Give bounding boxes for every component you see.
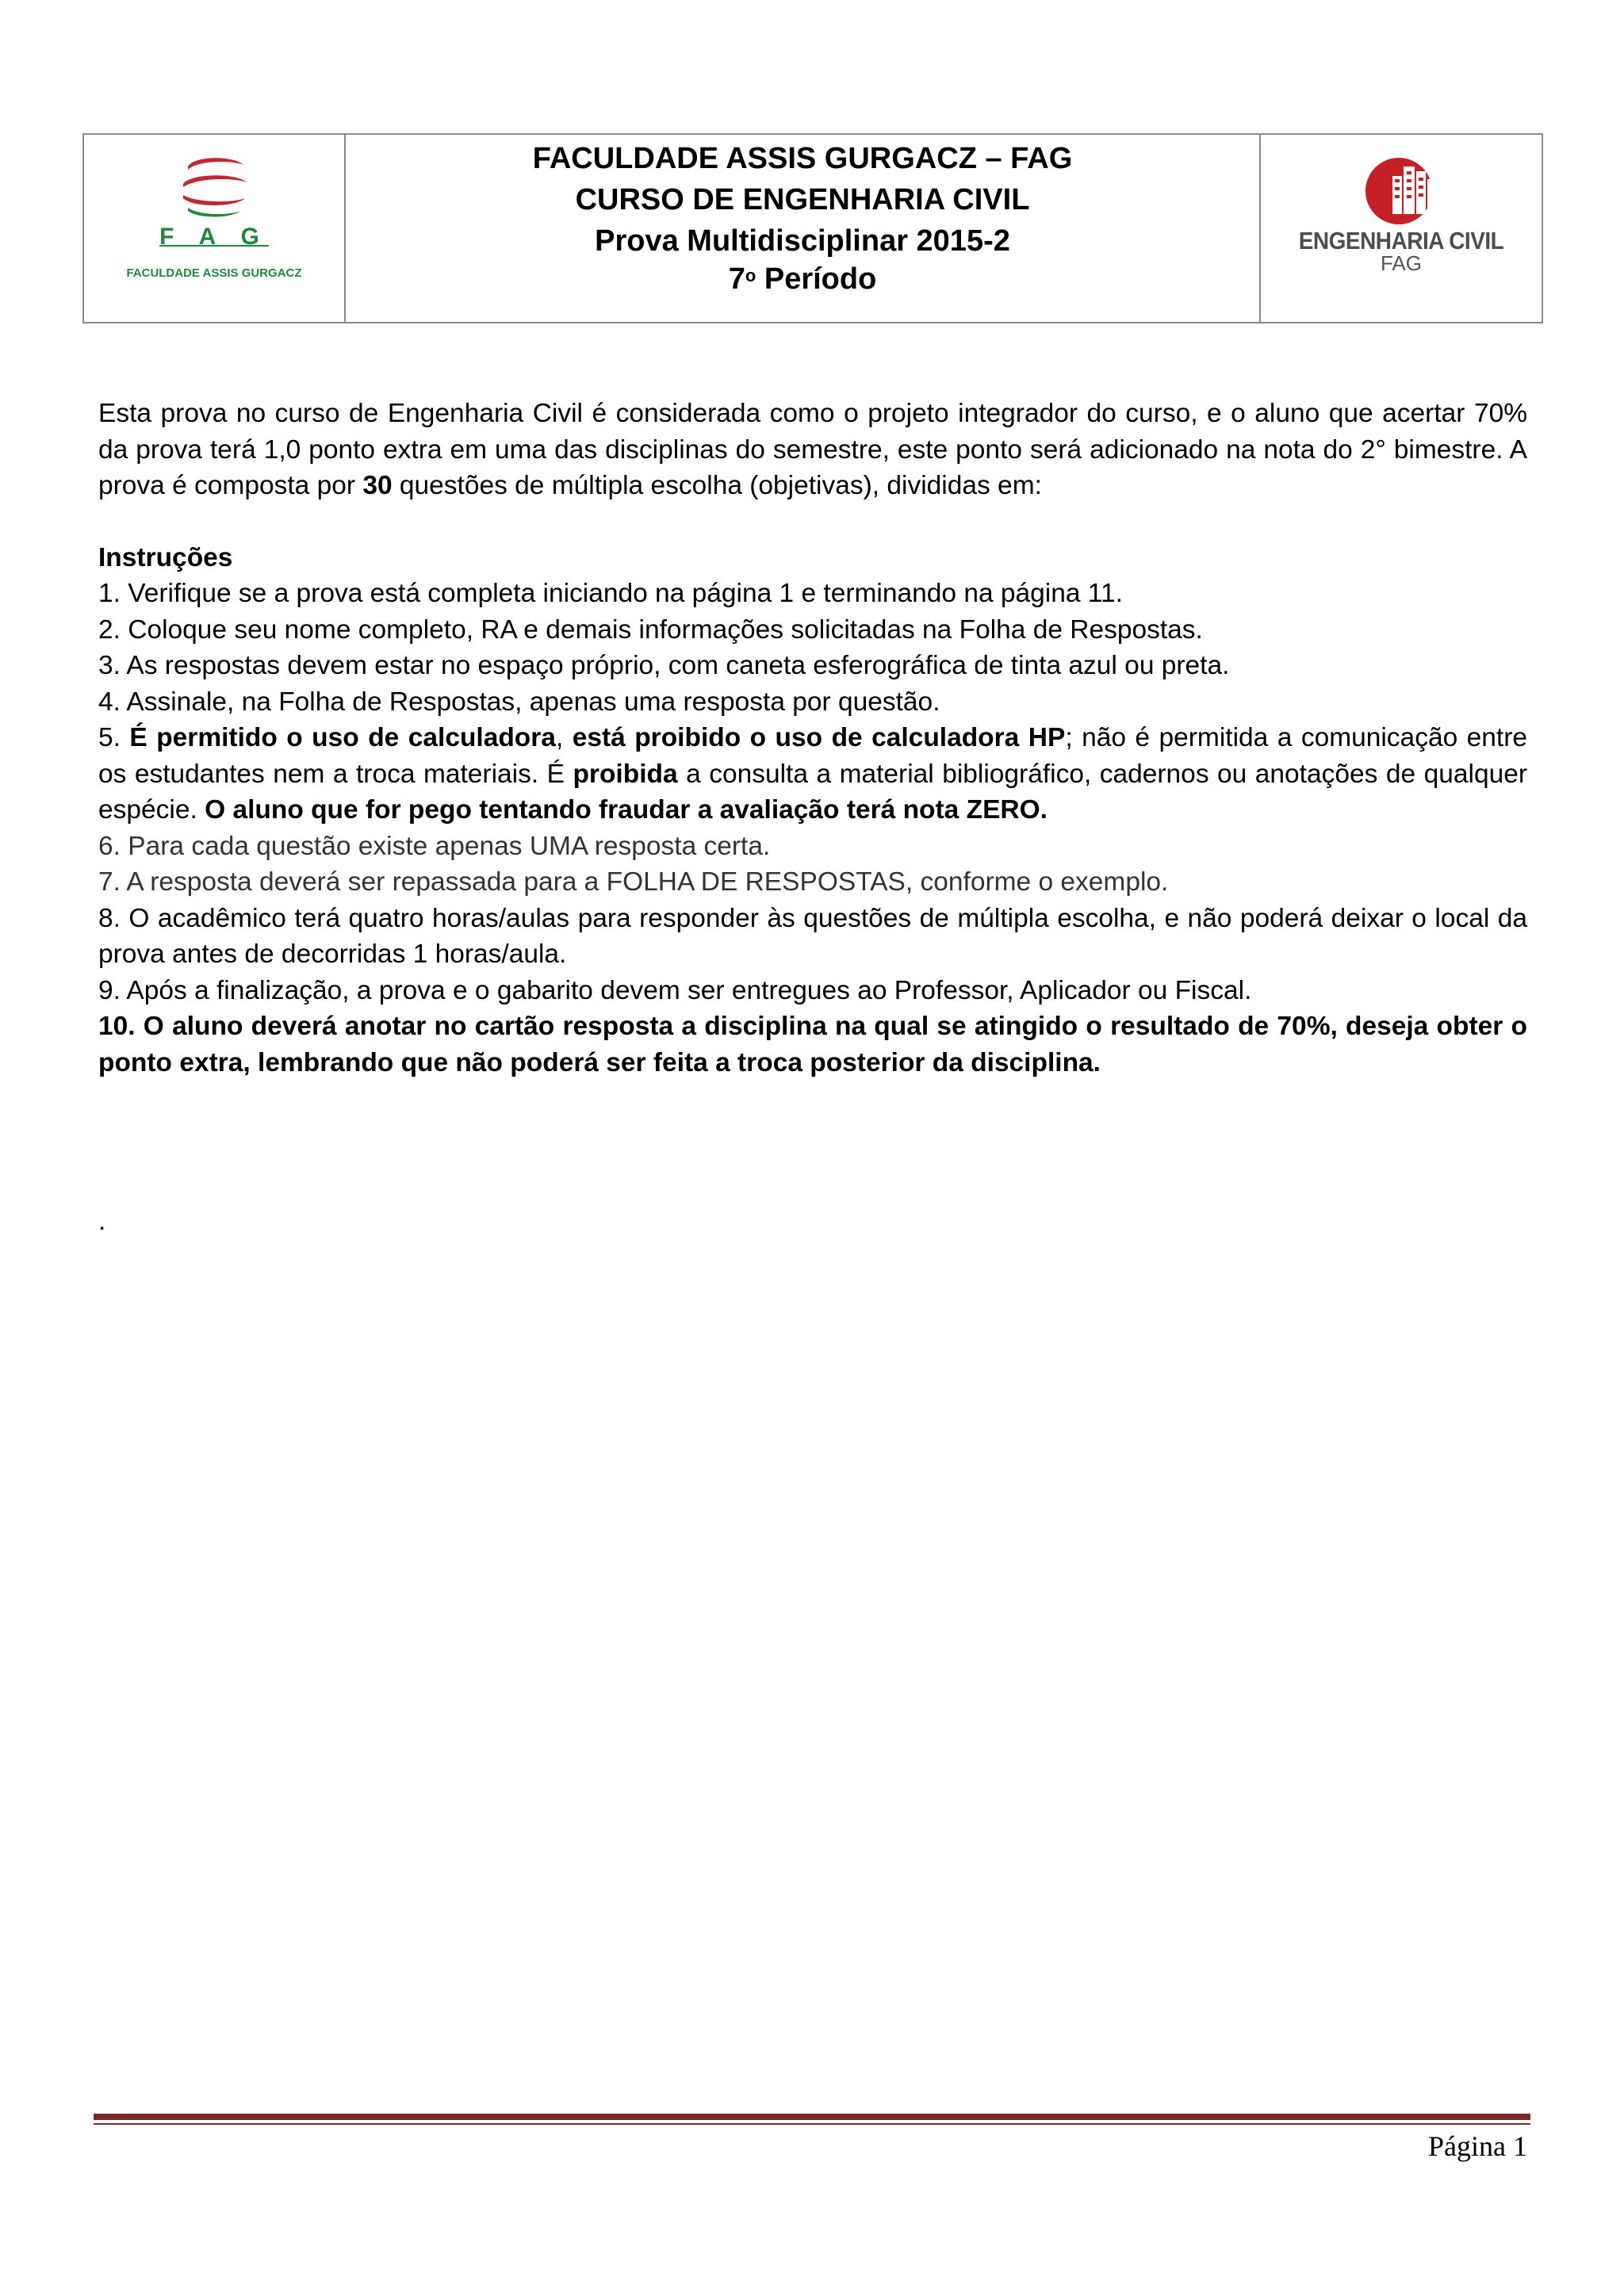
question-count: 30 — [362, 471, 393, 500]
instruction-1: 1. Verifique se a prova está completa iniciando na página 1 e terminando na página 11. — [98, 579, 1123, 608]
instruction-2: 2. Coloque seu nome completo, RA e demais informações solicitadas na Folha de Respostas. — [98, 614, 1203, 645]
instructions-heading: Instruções — [98, 542, 233, 572]
institution-title: FACULDADE ASSIS GURGACZ – FAG — [532, 142, 1073, 175]
period-word: Período — [764, 262, 877, 296]
intro-paragraph — [98, 396, 1527, 504]
intro-text-1: Esta prova no curso de Engenharia Civil é considerada como o projeto integrador do curso, e o aluno que acertar 70% da prova terá 1,0 ponto extra em uma das disciplinas do semestre, este ponto será adicionado na nota do 2° bimestre. A prova é composta por — [98, 399, 1527, 500]
instruction-8: 8. O acadêmico terá quatro horas/aulas para responder às questões de múltipla escolha, e não poderá deixar o local da prova antes de decorridas 1 horas/aula. — [98, 903, 1527, 969]
period-line — [346, 260, 1259, 298]
instruction-5-number: 5. — [98, 723, 130, 752]
engenharia-logo-cell — [1261, 135, 1542, 322]
engenharia-fag-label: FAG — [1380, 251, 1422, 275]
intro-text-2: questões de múltipla escolha (objetivas), divididas em: — [392, 471, 1042, 500]
trailing-dot: . — [98, 1207, 106, 1236]
fag-letters: F A G — [159, 224, 269, 250]
instruction-5-bold-2: está proibido o uso de calculadora HP — [572, 723, 1066, 752]
instruction-5-text-1: , — [555, 723, 573, 752]
engenharia-civil-logo — [1261, 155, 1542, 273]
spacer — [98, 504, 1527, 540]
instruction-6: 6. Para cada questão existe apenas UMA resposta certa. — [98, 831, 771, 861]
spacer — [98, 1081, 1527, 1203]
page-number: Página 1 — [1428, 2130, 1527, 2162]
course-title: CURSO DE ENGENHARIA CIVIL — [575, 183, 1030, 216]
instruction-5 — [98, 720, 1527, 828]
instruction-5-bold-1: É permitido o uso de calculadora — [129, 723, 556, 752]
fag-logo-cell — [84, 135, 346, 322]
footer-rule — [94, 2114, 1530, 2128]
header-title-cell — [346, 135, 1261, 322]
fag-arcs-icon — [178, 152, 250, 219]
instruction-7: 7. A resposta deverá ser repassada para a FOLHA DE RESPOSTAS, conforme o exemplo. — [98, 867, 1169, 897]
instruction-5-text-2: ; não é permitida a comunicação entre os estudantes nem a troca materiais. É — [98, 723, 1528, 789]
instruction-3: 3. As respostas devem estar no espaço próprio, com caneta esferográfica de tinta azul ou preta. — [98, 651, 1230, 680]
building-emblem-icon — [1358, 155, 1445, 227]
instruction-9: 9. Após a finalização, a prova e o gabarito devem ser entregues ao Professor, Aplicador ou Fiscal. — [98, 975, 1252, 1005]
instruction-5-text-3: a consulta a material bibliográfico, cadernos ou anotações de qualquer espécie. — [98, 759, 1527, 825]
exam-title: Prova Multidisciplinar 2015-2 — [595, 224, 1010, 258]
instruction-4: 4. Assinale, na Folha de Respostas, apenas uma resposta por questão. — [98, 687, 940, 717]
fag-logo — [84, 152, 344, 280]
instruction-10: 10. O aluno deverá anotar no cartão resposta a disciplina na qual se atingido o resultado de 70%, deseja obter o ponto extra, lembrando que não poderá ser feita a troca posterior da disciplina. — [98, 1012, 1527, 1077]
instruction-5-bold-4: O aluno que for pego tentando fraudar a avaliação terá nota ZERO. — [205, 795, 1048, 825]
period-number: 7 — [728, 262, 745, 296]
engenharia-civil-label: ENGENHARIA CIVIL — [1298, 227, 1504, 254]
period-ordinal: o — [745, 266, 756, 285]
document-header — [82, 133, 1543, 323]
fag-institution-name: FACULDADE ASSIS GURGACZ — [126, 266, 302, 280]
instruction-5-bold-3: proibida — [573, 759, 678, 789]
document-body — [98, 396, 1527, 1240]
